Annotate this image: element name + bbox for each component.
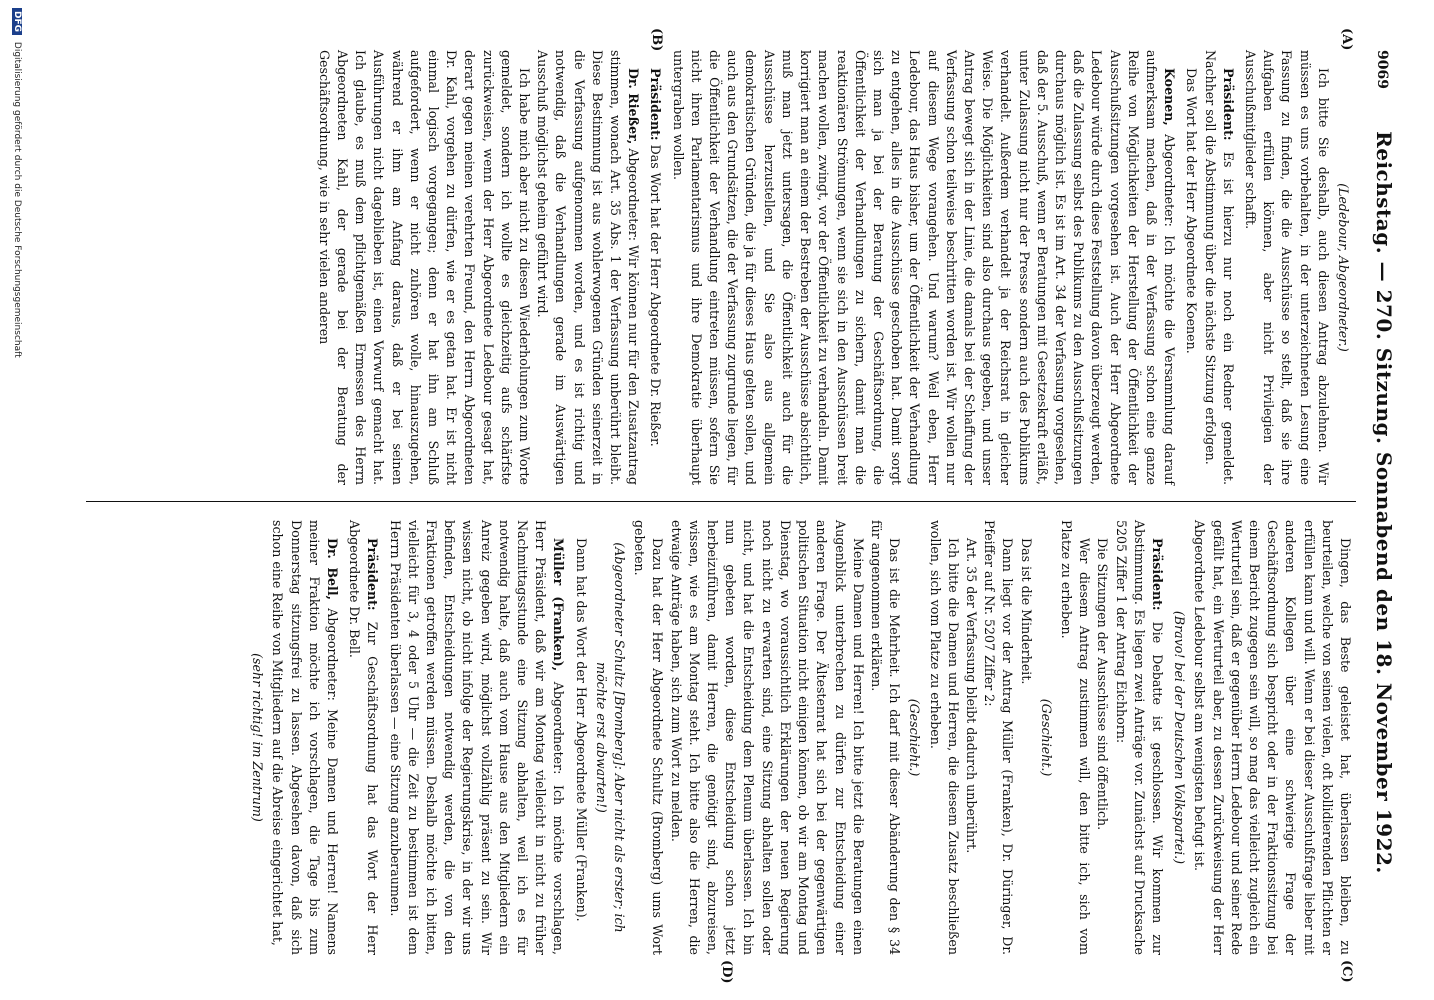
speech-paragraph — [1111, 520, 1166, 955]
page-header — [1356, 50, 1396, 955]
stage-direction: (Bravo! bei der Deutschen Volkspartei.) — [1172, 610, 1188, 865]
margin-marker-a: (A) — [1339, 28, 1354, 51]
stage-direction: (Geschieht.) — [1038, 698, 1054, 777]
text-paragraph: Dann hat das Wort der Herr Abgeordnete Müller (Franken). — [573, 538, 589, 922]
speech-text: Abgeordneter: Ich möchte die Versammlung darauf aufmerksam machen, daß in der Verfassung schon eine ganze Reihe von Möglichkeiten der Herstellung der Öffentlichkeit der Ausschußsitzungen vorgesehen ist. Auch der Herr Abgeordnete Ledebour würde durch diese Feststellung davon überzeugt werden, daß die Zulassung selbst des Publikums zu den Ausschußsitzungen durchaus möglich ist. Es ist im Art. 34 der Verfassung vorgesehen, daß der 5. Ausschuß, wenn er Beratungen mit Gesetzeskraft erläßt, unter Zulassung nicht nur der Presse sondern auch des Publikums verhandelt. Außerdem verhandelt ja der Reichsrat in gleicher Weise. Die Möglichkeiten sind also durchaus gegeben, und unser Antrag bewegt sich in der Linie, die damals bei der Schaffung der Verfassung schon teilweise beschritten worden ist. Wir wollen nur auf diesem Wege vorangehen. Und warum? Weil eben, Herr Ledebour, das Haus bisher, um der Öffentlichkeit der Verhandlung zu entgehen, alles in die Ausschüsse geschoben hat. Damit sorgt sich man ja bei der Beratung der Geschäftsordnung, die Öffentlichkeit der Verhandlungen zu sichern, damit man die reaktionären Strömungen, wenn sie sich in den Ausschüssen breit machen wollen, zwingt, vor der Öffentlichkeit zu verhandeln. Damit korrigiert man an einem der Bestreben der Ausschüsse absichtlich, muß man jetzt untersagen, die Öffentlichkeit auch für die Ausschüsse herzustellen, und Sie also aus allgemein demokratischen Gründen, die ja für dieses Haus gelten sollen, und auch aus den Grundsätzen, die der Verfassung zugrunde liegen, für die Öffentlichkeit der Verhandlung eintreten müssen, sofern Sie nicht ihren Parlamentarismus und ihre Demokratie überhaupt untergraben wollen. — [670, 50, 1178, 485]
text-paragraph: Das ist die Mehrheit. Ich darf mit dieser Abänderung den § 34 für angenommen erklären. — [868, 520, 903, 955]
left-column — [84, 50, 1354, 485]
speaker-name: Präsident: — [365, 538, 381, 611]
text-paragraph: Ich bitte die Damen und Herren, die diesem Zusatz beschließen wollen, sich vom Platze zu erheben. — [927, 520, 961, 955]
text-paragraph: Dazu hat der Herr Abgeordnete Schultz (Bromberg) ums Wort gebeten. — [632, 520, 666, 955]
speech-paragraph — [1200, 50, 1236, 485]
speaker-name: Koenen, — [1162, 68, 1178, 126]
margin-marker-d: (D) — [719, 960, 734, 984]
stage-direction: (Abgeordneter Schultz [Bromberg]: Aber nicht als erster; ich möchte erst abwarten!) — [593, 542, 628, 933]
speaker-name: Müller (Franken), — [551, 538, 567, 672]
stage-direction: (Ledebour, Abgeordneter.) — [1336, 183, 1351, 352]
speech-paragraph — [646, 50, 664, 485]
speaker-name: Dr. Bell, — [325, 538, 341, 601]
text-paragraph: Wer diesem Antrag zustimmen will, den bitte ich, sich vom Platze zu erheben. — [1058, 520, 1093, 955]
text-paragraph: Meine Damen und Herren! Ich bitte jetzt die Beratungen einen Augenblick unterbrechen zu dürfen zur Entscheidung einer anderen Frage. Der Ältestenrat hat sich bei der gegenwärtigen politischen Situation nicht einigen können, ob wir am Montag und Dienstag, wo voraussichtlich Erklärungen der neuen Regierung noch nicht zu erwarten sind, eine Sitzung abhalten sollen oder nicht, und hat die Entscheidung dem Plenum überlassen. Ich bin nun gebeten worden, diese Entscheidung schon jetzt herbeizuführen, damit Herren, die genötigt sind, abzureisen, wissen, wie es am Montag steht. Ich bitte also die Herren, die etwaige Anträge haben, sich zum Wort zu melden. — [668, 520, 866, 955]
speech-text: Die Debatte ist geschlossen. Wir kommen zur Abstimmung. Es liegen zwei Anträge vor. Zunächst auf Drucksache 5205 Ziffer 1 der Antrag Eichhorn: — [1113, 520, 1165, 955]
right-column — [84, 520, 1354, 955]
speech-text: Abgeordneter: Ich möchte vorschlagen, Herr Präsident, daß wir am Montag vielleicht in nicht zu früher Nachmittagsstunde eine Sitzung abhalten, weil ich es für notwendig halte, daß auch vom Hause aus den Mitgliedern ein Anreiz gegeben wird, möglichst vollzählig präsent zu sein. Wir wissen nicht, ob nicht infolge der Regierungskrise, in der wir uns befinden, Entscheidungen notwendig werden, die von den Fraktionen getroffen werden müssen. Deshalb möchte ich bitten, vielleicht für 3, 4 oder 5 Uhr — die Zeit zu bestimmen ist dem Herrn Präsidenten überlassen — eine Sitzung anzuberaumen. — [387, 520, 567, 955]
speech-paragraph — [268, 520, 341, 955]
speaker-name: Präsident: — [1220, 68, 1236, 141]
speech-text: Abgeordneter: Meine Damen und Herren! Namens meiner Fraktion möchte ich vorschlagen, die Tage bis zum Donnerstag sitzungsfrei zu lassen. Abgesehen davon, daß sich schon eine Reihe von Mitgliedern auf die Abreise eingerichtet hat, — [270, 520, 341, 956]
speech-text: Das Wort hat der Herr Abgeordnete Dr. Rießer. — [648, 144, 664, 447]
speech-text: Abgeordneter: Wir können nur für den Zusatzantrag stimmen, wonach Art. 35 Abs. 1 der Verfassung unberührt bleibt. Diese Bestimmung ist aus wohlerwogenen Gründen seinerzeit in die Verfassung aufgenommen worden, und es ist richtig und notwendig, daß die Verhandlungen gerade im Auswärtigen Ausschuß möglichst geheim geführt wird. — [535, 50, 642, 485]
margin-marker-c: (C) — [1339, 960, 1354, 983]
digitization-footer — [6, 8, 22, 993]
margin-marker-b: (B) — [649, 28, 664, 52]
dfg-logo: DFG — [12, 8, 22, 35]
speech-paragraph — [668, 50, 1178, 485]
speech-text: Es ist hierzu nur noch ein Redner gemeldet. Nachher soll die Abstimmung über die nächste Sitzung erfolgen. — [1202, 50, 1236, 485]
text-paragraph: Ich habe mich aber nicht zu diesen Wiederholungen zum Worte gemeldet, sondern ich wollte es gleichzeitig aufs schärfste zurückweisen, wenn der Herr Abgeordnete Ledebour gesagt hat, derart gegen meinen verehrten Freund, den Herrn Abgeordneten Dr. Kahl, vorgehen zu dürfen, wie er es getan hat. Er ist nicht einmal logisch vorgegangen; denn er hat ihn am Schluß aufgefordert, wenn er nicht zuhören wolle, hinauszugehen, während er ihm am Anfang daraus, daß er bei seinen Ausführungen nicht dageblieben ist, einen Vorwurf gemacht hat. Ich glaube, es muß dem pflichtgemäßen Ermessen des Herrn Abgeordneten Kahl, der gerade bei der Beratung der Geschäftsordnung, wie in sehr vielen anderen — [316, 50, 533, 485]
footer-text: Digitalisierung gefördert durch die Deutsche Forschungsgemeinschaft — [12, 41, 22, 358]
text-paragraph: Die Sitzungen der Ausschüsse sind öffentlich. — [1095, 538, 1111, 831]
speech-paragraph — [385, 520, 567, 955]
column-divider — [86, 501, 1356, 502]
text-paragraph: Art. 35 der Verfassung bleibt dadurch unberührt. — [963, 538, 979, 854]
text-paragraph: Dingen, das Beste geleistet hat, überlassen bleiben, zu beurteilen, welche von seinen vielen, oft kollidierenden Pflichten er erfüllen kann und will. Wenn er bei dieser Ausschußfrage lieber mit anderen Kollegen über eine schwierige Frage der Geschäftsordnung sich bespricht oder in der Fraktionssitzung bei einem Bericht zugegen sein will, so mag das vielleicht zugleich ein Werturteil sein, daß er gegenüber Herrn Ledebour und seiner Rede gefällt hat, ein Werturteil aber, zu dessen Zurückweisung der Herr Abgeordnete Ledebour selbst am wenigsten befugt ist. — [1192, 520, 1353, 955]
stage-direction: (sehr richtig! im Zentrum) — [250, 653, 266, 822]
speech-paragraph — [533, 50, 642, 485]
speech-text: Zur Geschäftsordnung hat das Wort der Herr Abgeordnete Dr. Bell. — [347, 520, 381, 955]
speech-paragraph — [345, 520, 381, 955]
page-number: 9069 — [1374, 50, 1390, 89]
speaker-name: Präsident: — [648, 68, 664, 141]
speaker-name: Präsident: — [1149, 538, 1165, 611]
text-paragraph: Ich bitte Sie deshalb, auch diesen Antrag abzulehnen. Wir müssen es uns vorbehalten, in der unterzeichneten Lesung eine Fassung zu finden, die die Ausschüsse so stellt, daß sie ihre Aufgaben erfüllen können, aber nicht Privilegien der Ausschußmitglieder schafft. — [1242, 50, 1331, 485]
text-paragraph: Das Wort hat der Herr Abgeordnete Koenen. — [1184, 68, 1200, 354]
text-paragraph: Dann liegt vor der Antrag Müller (Franken), Dr. Düringer, Dr. Pfeiffer auf Nr. 5207 Ziffer 2: — [982, 520, 1016, 955]
speaker-name: Dr. Rießer, — [626, 68, 642, 145]
stage-direction: (Geschieht.) — [907, 698, 923, 777]
text-paragraph: Das ist die Minderheit. — [1018, 538, 1034, 685]
page-title: Reichstag. — 270. Sitzung. Sonnabend den 18. November 1922. — [1372, 131, 1396, 874]
